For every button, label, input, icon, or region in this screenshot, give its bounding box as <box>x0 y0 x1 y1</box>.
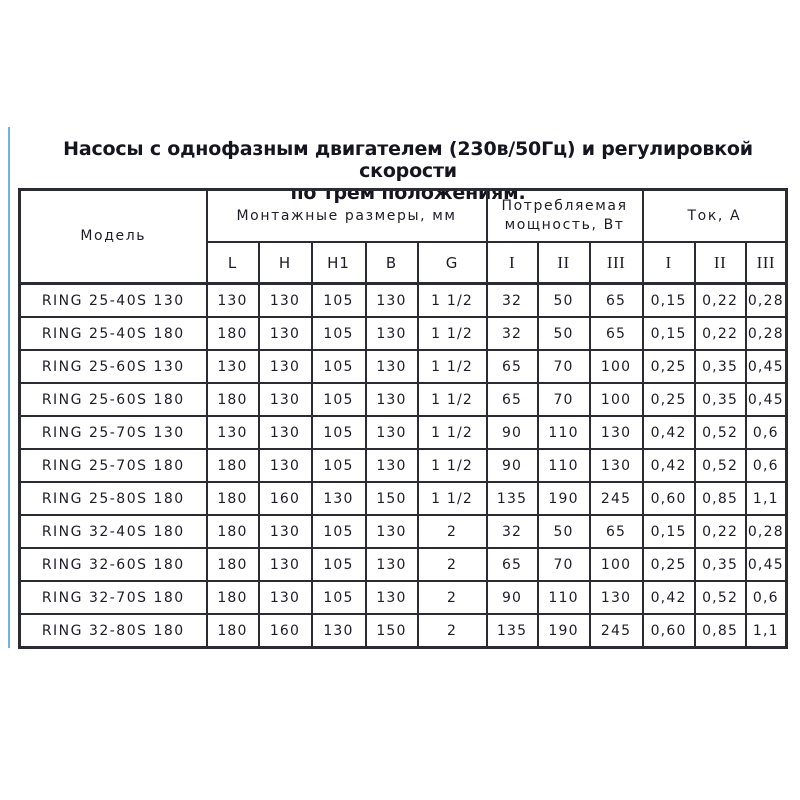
value-cell: 1,1 <box>746 482 787 515</box>
value-cell: 130 <box>207 284 259 318</box>
value-cell: 32 <box>487 284 538 318</box>
table-row <box>20 284 787 318</box>
value-cell: 180 <box>207 548 259 581</box>
value-cell: 130 <box>366 548 418 581</box>
value-cell: 0,6 <box>746 449 787 482</box>
subcol-dimensions-b: B <box>366 242 418 284</box>
value-cell: 180 <box>207 614 259 648</box>
value-cell: 245 <box>590 482 643 515</box>
value-cell: 65 <box>590 515 643 548</box>
value-cell: 130 <box>259 317 312 350</box>
model-cell: RING 32-60S 180 <box>20 548 207 581</box>
value-cell: 130 <box>259 416 312 449</box>
value-cell: 2 <box>418 548 487 581</box>
value-cell: 2 <box>418 614 487 648</box>
value-cell: 180 <box>207 317 259 350</box>
value-cell: 90 <box>487 581 538 614</box>
value-cell: 105 <box>312 284 366 318</box>
value-cell: 0,25 <box>643 548 695 581</box>
value-cell: 105 <box>312 515 366 548</box>
model-cell: RING 32-80S 180 <box>20 614 207 648</box>
value-cell: 150 <box>366 614 418 648</box>
value-cell: 0,35 <box>695 350 746 383</box>
model-cell: RING 25-60S 180 <box>20 383 207 416</box>
table-row <box>20 350 787 383</box>
value-cell: 0,6 <box>746 581 787 614</box>
value-cell: 0,52 <box>695 416 746 449</box>
subcol-current-iii: III <box>746 242 787 284</box>
subcol-dimensions-h1: H1 <box>312 242 366 284</box>
model-cell: RING 25-70S 180 <box>20 449 207 482</box>
value-cell: 130 <box>366 449 418 482</box>
value-cell: 0,6 <box>746 416 787 449</box>
value-cell: 130 <box>312 614 366 648</box>
value-cell: 130 <box>366 317 418 350</box>
value-cell: 100 <box>590 350 643 383</box>
value-cell: 50 <box>538 317 590 350</box>
value-cell: 150 <box>366 482 418 515</box>
value-cell: 0,35 <box>695 383 746 416</box>
value-cell: 130 <box>590 581 643 614</box>
value-cell: 160 <box>259 482 312 515</box>
value-cell: 0,22 <box>695 317 746 350</box>
value-cell: 1 1/2 <box>418 383 487 416</box>
table-row <box>20 548 787 581</box>
value-cell: 65 <box>590 317 643 350</box>
value-cell: 0,85 <box>695 614 746 648</box>
left-accent-line <box>8 127 10 648</box>
value-cell: 0,45 <box>746 350 787 383</box>
value-cell: 130 <box>207 416 259 449</box>
model-cell: RING 32-40S 180 <box>20 515 207 548</box>
value-cell: 90 <box>487 449 538 482</box>
value-cell: 180 <box>207 482 259 515</box>
value-cell: 0,45 <box>746 383 787 416</box>
table-row <box>20 317 787 350</box>
value-cell: 0,52 <box>695 581 746 614</box>
value-cell: 160 <box>259 614 312 648</box>
value-cell: 130 <box>366 581 418 614</box>
value-cell: 130 <box>366 350 418 383</box>
value-cell: 245 <box>590 614 643 648</box>
value-cell: 105 <box>312 449 366 482</box>
value-cell: 105 <box>312 581 366 614</box>
pump-spec-table <box>18 188 788 649</box>
group-header-row <box>20 190 787 243</box>
value-cell: 130 <box>590 416 643 449</box>
subcol-power-iii: III <box>590 242 643 284</box>
subcol-dimensions-h: H <box>259 242 312 284</box>
subcol-power-ii: II <box>538 242 590 284</box>
value-cell: 105 <box>312 548 366 581</box>
col-group-current: Ток, А <box>643 190 787 243</box>
value-cell: 0,45 <box>746 548 787 581</box>
value-cell: 110 <box>538 449 590 482</box>
value-cell: 50 <box>538 515 590 548</box>
value-cell: 1 1/2 <box>418 482 487 515</box>
subcol-power-i: I <box>487 242 538 284</box>
value-cell: 130 <box>259 284 312 318</box>
value-cell: 105 <box>312 416 366 449</box>
value-cell: 100 <box>590 548 643 581</box>
value-cell: 0,28 <box>746 515 787 548</box>
model-cell: RING 32-70S 180 <box>20 581 207 614</box>
value-cell: 0,22 <box>695 515 746 548</box>
value-cell: 180 <box>207 383 259 416</box>
subcol-current-ii: II <box>695 242 746 284</box>
value-cell: 105 <box>312 317 366 350</box>
value-cell: 0,28 <box>746 317 787 350</box>
value-cell: 130 <box>259 350 312 383</box>
value-cell: 65 <box>590 284 643 318</box>
model-cell: RING 25-80S 180 <box>20 482 207 515</box>
table-row <box>20 614 787 648</box>
value-cell: 1 1/2 <box>418 449 487 482</box>
value-cell: 135 <box>487 614 538 648</box>
subcol-current-i: I <box>643 242 695 284</box>
value-cell: 0,25 <box>643 383 695 416</box>
value-cell: 0,25 <box>643 350 695 383</box>
col-group-dimensions: Монтажные размеры, мм <box>207 190 487 243</box>
model-cell: RING 25-70S 130 <box>20 416 207 449</box>
value-cell: 130 <box>207 350 259 383</box>
value-cell: 1 1/2 <box>418 317 487 350</box>
value-cell: 0,60 <box>643 482 695 515</box>
model-cell: RING 25-40S 180 <box>20 317 207 350</box>
table-row <box>20 449 787 482</box>
value-cell: 130 <box>366 416 418 449</box>
value-cell: 0,60 <box>643 614 695 648</box>
value-cell: 0,42 <box>643 581 695 614</box>
value-cell: 0,85 <box>695 482 746 515</box>
col-header-model: Модель <box>20 190 207 284</box>
value-cell: 32 <box>487 317 538 350</box>
value-cell: 130 <box>259 581 312 614</box>
value-cell: 130 <box>259 383 312 416</box>
value-cell: 1 1/2 <box>418 284 487 318</box>
value-cell: 0,15 <box>643 317 695 350</box>
value-cell: 110 <box>538 581 590 614</box>
value-cell: 180 <box>207 449 259 482</box>
value-cell: 130 <box>259 548 312 581</box>
value-cell: 130 <box>366 515 418 548</box>
table-row <box>20 515 787 548</box>
value-cell: 105 <box>312 350 366 383</box>
value-cell: 2 <box>418 581 487 614</box>
value-cell: 0,35 <box>695 548 746 581</box>
value-cell: 130 <box>259 515 312 548</box>
value-cell: 190 <box>538 482 590 515</box>
value-cell: 1 1/2 <box>418 416 487 449</box>
value-cell: 50 <box>538 284 590 318</box>
value-cell: 32 <box>487 515 538 548</box>
value-cell: 65 <box>487 548 538 581</box>
page-title-line1: Насосы с однофазным двигателем (230в/50Гц) и регулировкой скорости <box>63 138 753 182</box>
subcol-dimensions-g: G <box>418 242 487 284</box>
table-row <box>20 581 787 614</box>
value-cell: 70 <box>538 383 590 416</box>
table-header <box>20 190 787 284</box>
value-cell: 0,15 <box>643 284 695 318</box>
model-cell: RING 25-60S 130 <box>20 350 207 383</box>
subcol-dimensions-l: L <box>207 242 259 284</box>
value-cell: 70 <box>538 548 590 581</box>
value-cell: 65 <box>487 383 538 416</box>
value-cell: 105 <box>312 383 366 416</box>
value-cell: 110 <box>538 416 590 449</box>
value-cell: 130 <box>590 449 643 482</box>
value-cell: 1 1/2 <box>418 350 487 383</box>
col-group-power: Потребляемая мощность, Вт <box>487 190 643 243</box>
table-row <box>20 416 787 449</box>
value-cell: 70 <box>538 350 590 383</box>
value-cell: 190 <box>538 614 590 648</box>
value-cell: 130 <box>366 284 418 318</box>
value-cell: 1,1 <box>746 614 787 648</box>
value-cell: 180 <box>207 581 259 614</box>
page-title-line2: по трем положениям. <box>290 182 526 204</box>
value-cell: 90 <box>487 416 538 449</box>
table-row <box>20 482 787 515</box>
value-cell: 0,52 <box>695 449 746 482</box>
value-cell: 0,42 <box>643 416 695 449</box>
value-cell: 0,28 <box>746 284 787 318</box>
value-cell: 135 <box>487 482 538 515</box>
value-cell: 65 <box>487 350 538 383</box>
table-row <box>20 383 787 416</box>
value-cell: 130 <box>259 449 312 482</box>
value-cell: 0,22 <box>695 284 746 318</box>
table-body <box>20 284 787 648</box>
value-cell: 130 <box>366 383 418 416</box>
value-cell: 0,42 <box>643 449 695 482</box>
value-cell: 130 <box>312 482 366 515</box>
model-cell: RING 25-40S 130 <box>20 284 207 318</box>
value-cell: 2 <box>418 515 487 548</box>
value-cell: 180 <box>207 515 259 548</box>
value-cell: 0,15 <box>643 515 695 548</box>
value-cell: 100 <box>590 383 643 416</box>
